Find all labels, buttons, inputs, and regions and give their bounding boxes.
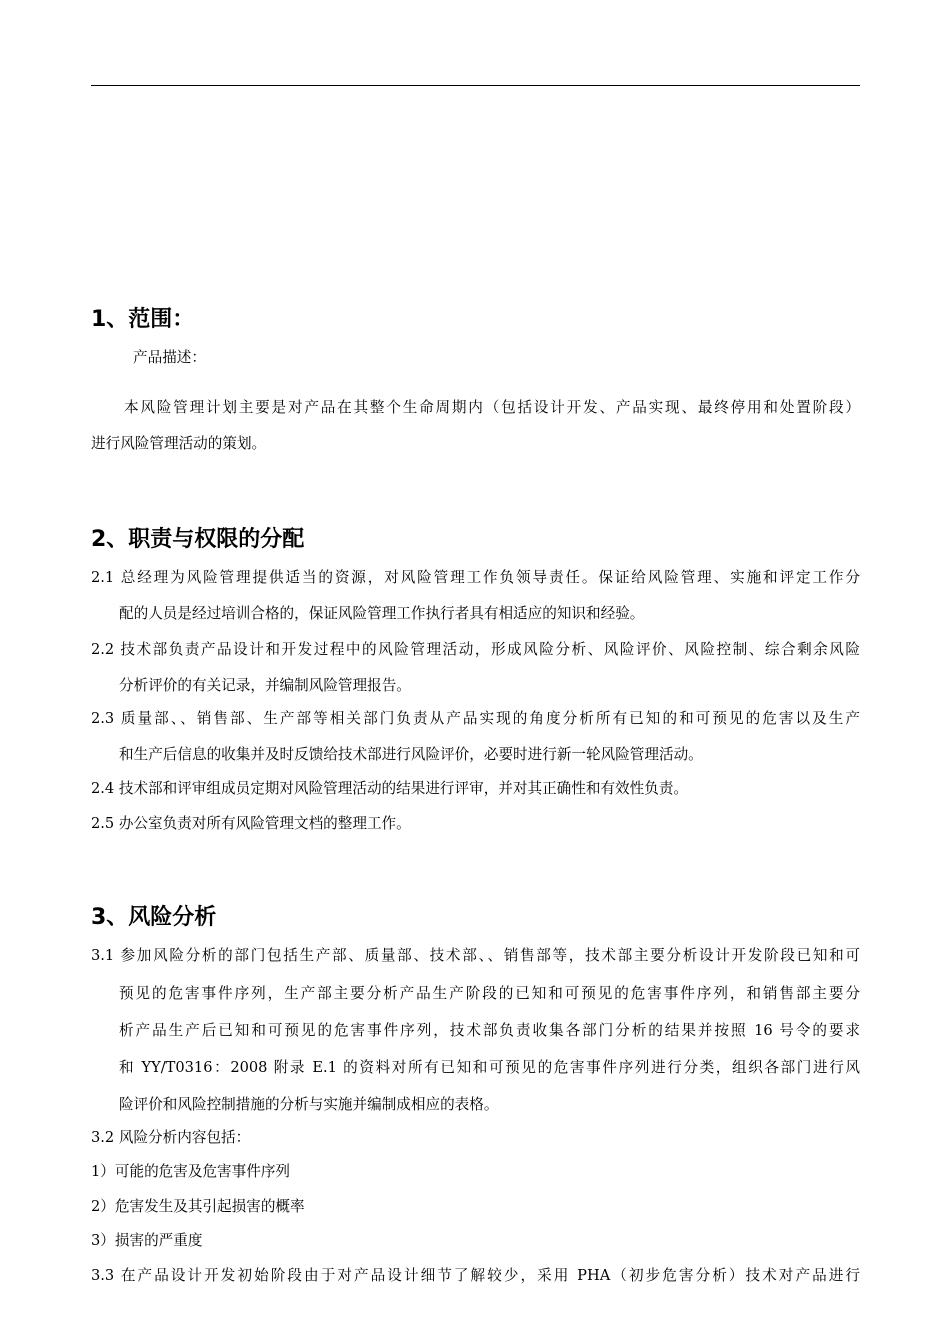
item-3-1-line-5: 险评价和风险控制措施的分析与实施并编制成相应的表格。 [119, 1096, 499, 1113]
item-3-1-line-1: 3.1 参加风险分析的部门包括生产部、质量部、技术部、、销售部等，技术部主要分析设计开发阶段已知和可 [91, 947, 860, 964]
section-1-heading: 1、范围： [91, 307, 195, 332]
item-3-2: 3.2 风险分析内容包括： [91, 1129, 251, 1146]
item-2-3-line-2: 和生产后信息的收集并及时反馈给技术部进行风险评价，必要时进行新一轮风险管理活动。 [119, 746, 703, 763]
item-2-1-line-1: 2.1 总经理为风险管理提供适当的资源，对风险管理工作负领导责任。保证给风险管理、实施和评定工作分 [91, 569, 860, 586]
item-2-5: 2.5 办公室负责对所有风险管理文档的整理工作。 [91, 815, 411, 832]
header-rule [91, 85, 860, 86]
section-3-heading: 3、风险分析 [91, 905, 217, 930]
list-item-2: 2）危害发生及其引起损害的概率 [91, 1198, 305, 1215]
item-2-1-line-2: 配的人员是经过培训合格的，保证风险管理工作执行者具有相适应的知识和经验。 [119, 605, 645, 622]
list-item-1: 1）可能的危害及危害事件序列 [91, 1163, 291, 1180]
item-2-4: 2.4 技术部和评审组成员定期对风险管理活动的结果进行评审，并对其正确性和有效性负责。 [91, 780, 689, 797]
item-2-2-line-1: 2.2 技术部负责产品设计和开发过程中的风险管理活动，形成风险分析、风险评价、风险控制、综合剩余风险 [91, 641, 860, 658]
item-3-1-line-4: 和 YY/T0316：2008 附录 E.1 的资料对所有已知和可预见的危害事件序列进行分类，组织各部门进行风 [119, 1059, 860, 1076]
scope-paragraph-line-1: 本风险管理计划主要是对产品在其整个生命周期内（包括设计开发、产品实现、最终停用和处置阶段） [124, 399, 860, 416]
item-3-3-line-1: 3.3 在产品设计开发初始阶段由于对产品设计细节了解较少，采用 PHA（初步危害分析）技术对产品进行 [91, 1267, 860, 1284]
product-description-label: 产品描述： [133, 349, 206, 366]
item-2-3-line-1: 2.3 质量部、、销售部、生产部等相关部门负责从产品实现的角度分析所有已知的和可预见的危害以及生产 [91, 710, 860, 727]
item-3-1-line-3: 析产品生产后已知和可预见的危害事件序列，技术部负责收集各部门分析的结果并按照 16 号令的要求 [119, 1022, 860, 1039]
section-2-heading: 2、职责与权限的分配 [91, 527, 305, 552]
list-item-3: 3）损害的严重度 [91, 1232, 203, 1249]
item-2-2-line-2: 分析评价的有关记录，并编制风险管理报告。 [119, 677, 411, 694]
item-3-1-line-2: 预见的危害事件序列，生产部主要分析产品生产阶段的已知和可预见的危害事件序列，和销售部主要分 [119, 985, 860, 1002]
scope-paragraph-line-2: 进行风险管理活动的策划。 [91, 435, 267, 452]
